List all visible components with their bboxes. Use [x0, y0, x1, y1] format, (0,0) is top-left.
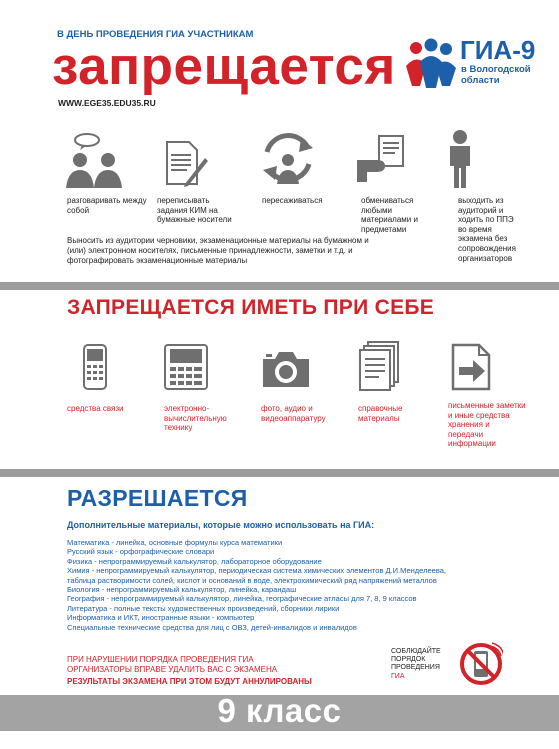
allowed-list	[67, 538, 497, 632]
action-label-copy: переписывать задания КИМ на бумажные носители	[157, 196, 232, 225]
item-label-reference: справочные материалы	[358, 404, 403, 423]
action-label-move: пересаживаться	[262, 196, 323, 205]
allowed-title: РАЗРЕШАЕТСЯ	[67, 485, 248, 511]
list-item: Литература - полные тексты художественных произведений, сборники лирики	[67, 603, 340, 613]
list-item: таблица растворимости солей, кислот и оснований в воде, электрохимический ряд напряжений металлов	[67, 575, 437, 585]
item-label-notes: письменные заметки и иные средства хранения и передачи информации	[448, 401, 526, 448]
list-item: Биология - непрограммируемый калькулятор, линейка, карандаш	[67, 585, 297, 595]
action-label-talk: разговаривать между собой	[67, 196, 147, 215]
prohibited-items-title: ЗАПРЕЩАЕТСЯ ИМЕТЬ ПРИ СЕБЕ	[67, 296, 435, 319]
logo-subtitle-1: в Вологодской	[461, 64, 531, 75]
warning-line-3: РЕЗУЛЬТАТЫ ЭКЗАМЕНА ПРИ ЭТОМ БУДУТ АННУЛИРОВАНЫ	[67, 677, 312, 686]
reference-books-icon	[358, 340, 400, 392]
divider-band-middle	[0, 469, 559, 477]
page-title: запрещается	[52, 37, 396, 96]
notes-arrow-icon	[451, 343, 491, 391]
list-item: Физика - непрограммируемый калькулятор, лабораторное оборудование	[67, 556, 322, 566]
hand-document-icon	[355, 134, 407, 186]
no-phone-icon	[459, 642, 503, 686]
grade-label: 9 класс	[217, 692, 342, 729]
materials-note: Выносить из аудитории черновики, экзаменационные материалы на бумажном и (или) электронном носителях, письменные принадлежности, заметки и т.д. и фотографировать экзаменационные материалы	[67, 236, 369, 265]
list-item: Химия - непрограммируемый калькулятор, периодическая система химических элементов Д.И.Менделеева,	[67, 566, 446, 576]
warning-line-2: ОРГАНИЗАТОРЫ ВПРАВЕ УДАЛИТЬ ВАС С ЭКЗАМЕНА	[67, 665, 278, 674]
swap-seat-icon	[257, 128, 319, 190]
divider-band-top	[0, 282, 559, 290]
website-url[interactable]: WWW.EGE35.EDU35.RU	[58, 98, 156, 108]
comply-line-2: ПОРЯДОК	[391, 656, 426, 664]
comply-line-4: ГИА	[391, 672, 405, 680]
list-item: Специальные технические средства для лиц с ОВЗ, детей-инвалидов и инвалидов	[67, 622, 357, 632]
action-label-exit: выходить из аудиторий и ходить по ППЭ во время экзамена без сопровождения организаторов	[458, 196, 516, 263]
list-item: Математика - линейка, основные формулы курса математики	[67, 538, 283, 547]
logo-text: ГИА-9	[460, 35, 536, 65]
comply-text	[391, 648, 441, 681]
item-label-comm: средства связи	[67, 404, 124, 413]
pre-title: В ДЕНЬ ПРОВЕДЕНИЯ ГИА УЧАСТНИКАМ	[57, 29, 254, 40]
camera-icon	[261, 349, 311, 389]
logo-subtitle-2: области	[461, 75, 500, 86]
list-item: Русский язык - орфографические словари	[67, 547, 215, 557]
gia-logo	[404, 36, 544, 96]
talking-people-icon	[66, 132, 124, 188]
action-label-exchange: обмениваться любыми материалами и предметами	[361, 196, 418, 234]
people-logo-icon	[404, 38, 458, 90]
calculator-icon	[164, 344, 208, 390]
document-pen-icon	[163, 140, 209, 188]
list-item: Информатика и ИКТ, иностранные языки - компьютер	[67, 613, 255, 623]
mobile-phone-icon	[83, 344, 107, 390]
item-label-computing: электронно-вычислительную технику	[164, 404, 227, 432]
list-item: География - непрограммируемый калькулятор, линейка, географические атласы для 7, 8, 9 классов	[67, 594, 417, 604]
comply-line-1: СОБЛЮДАЙТЕ	[391, 648, 441, 655]
comply-line-3: ПРОВЕДЕНИЯ	[391, 664, 440, 672]
item-label-photo: фото, аудио и видеоаппаратуру	[261, 404, 326, 423]
warning-line-1: ПРИ НАРУШЕНИИ ПОРЯДКА ПРОВЕДЕНИЯ ГИА	[67, 655, 254, 664]
allowed-subtitle: Дополнительные материалы, которые можно использовать на ГИА:	[67, 520, 375, 530]
person-exit-icon	[447, 130, 473, 188]
